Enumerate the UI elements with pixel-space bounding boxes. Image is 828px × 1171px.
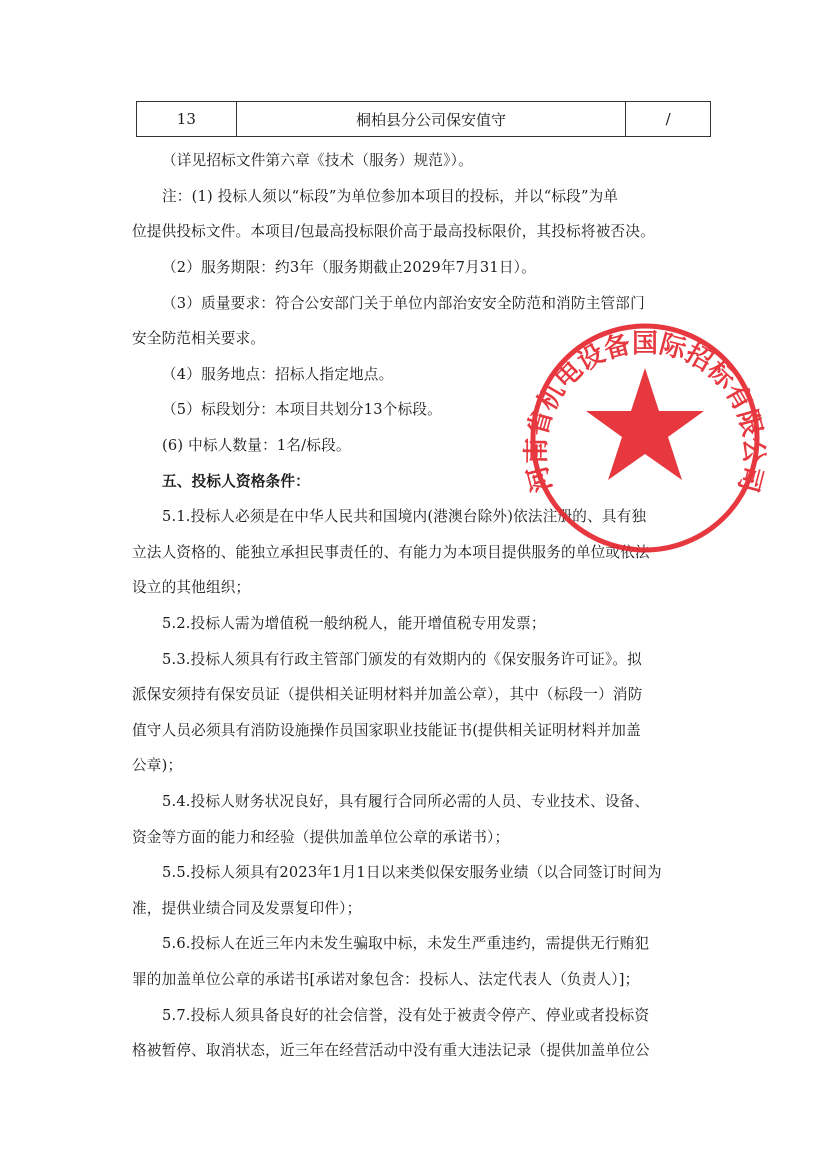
text-line: 设立的其他组织； [132, 579, 251, 596]
lot-value-cell: / [626, 102, 711, 137]
lot-index-cell: 13 [137, 102, 237, 137]
star-icon [586, 368, 704, 480]
text-line: 准，提供业绩合同及发票复印件）； [132, 900, 362, 917]
lot-table [136, 101, 711, 137]
table-row [137, 102, 711, 137]
text-line: 格被暂停、取消状态，近三年在经营活动中没有重大违法记录（提供加盖单位公 [132, 1042, 650, 1059]
text-line: （2）服务期限：约3年（服务期截止2029年7月31日）。 [162, 259, 536, 276]
text-line: （5）标段划分：本项目共划分13个标段。 [162, 401, 442, 418]
text-line: 立法人资格的、能独立承担民事责任的、有能力为本项目提供服务的单位或依法 [132, 544, 650, 561]
text-line: 派保安须持有保安员证（提供相关证明材料并加盖公章），其中（标段一）消防 [132, 686, 643, 703]
text-line: （4）服务地点：招标人指定地点。 [162, 366, 394, 383]
lot-name-cell: 桐柏县分公司保安值守 [236, 102, 626, 137]
text-line: 5.1.投标人必须是在中华人民共和国境内(港澳台除外)依法注册的、具有独 [162, 508, 647, 525]
text-line: 5.3.投标人须具有行政主管部门颁发的有效期内的《保安服务许可证》。拟 [162, 651, 642, 668]
text-line: 罪的加盖单位公章的承诺书[承诺对象包含：投标人、法定代表人（负责人）]； [132, 971, 640, 988]
company-seal [520, 318, 770, 558]
text-line: 5.2.投标人需为增值税一般纳税人，能开增值税专用发票； [162, 615, 546, 632]
text-line: （详见招标文件第六章《技术（服务）规范》）。 [162, 152, 473, 169]
text-line: 位提供投标文件。本项目/包最高投标限价高于最高投标限价，其投标将被否决。 [132, 223, 655, 240]
text-line: 注：(1) 投标人须以“标段”为单位参加本项目的投标，并以“标段”为单 [162, 188, 619, 205]
seal-text-path: 河南省机电设备国际招标有限公司 [521, 328, 769, 496]
text-line: 5.6.投标人在近三年内未发生骗取中标，未发生严重违约，需提供无行贿犯 [162, 935, 650, 952]
text-line: 5.5.投标人须具有2023年1月1日以来类似保安服务业绩（以合同签订时间为 [162, 864, 662, 881]
text-line: 5.7.投标人须具备良好的社会信誉，没有处于被责令停产、停业或者投标资 [162, 1007, 650, 1024]
text-line: （3）质量要求：符合公安部门关于单位内部治安安全防范和消防主管部门 [162, 295, 645, 312]
section-heading: 五、投标人资格条件： [162, 473, 310, 490]
text-line: 安全防范相关要求。 [132, 330, 266, 347]
text-line: (6) 中标人数量：1名/标段。 [162, 437, 351, 454]
text-line: 公章)； [132, 757, 183, 774]
text-line: 值守人员必须具有消防设施操作员国家职业技能证书(提供相关证明材料并加盖 [132, 722, 641, 739]
text-line: 资金等方面的能力和经验（提供加盖单位公章的承诺书）； [132, 829, 510, 846]
text-line: 5.4.投标人财务状况良好，具有履行合同所必需的人员、专业技术、设备、 [162, 793, 650, 810]
